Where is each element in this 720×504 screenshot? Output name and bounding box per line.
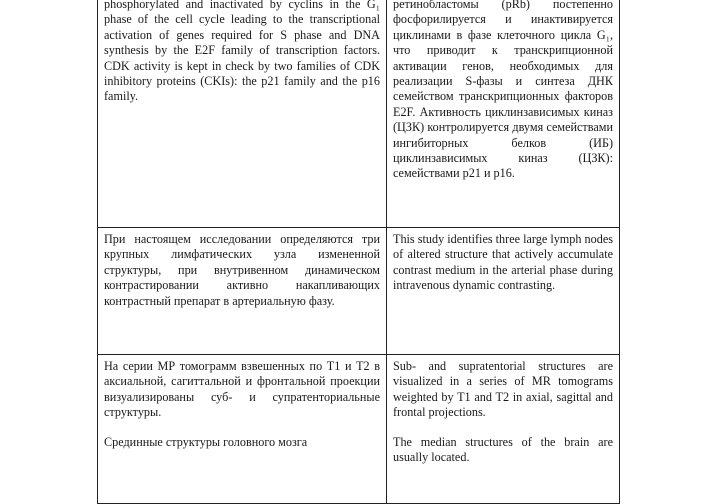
table-cell-russian: [387, 0, 620, 228]
translation-table: [97, 0, 620, 504]
cell-text: This study identifies three large lymph nodes of altered structure that actively accumulate contrast medium in the arterial phase during intravenous dynamic contrasting.: [393, 232, 613, 293]
paragraph-gap: [393, 421, 613, 435]
cell-text: При настоящем исследовании определяются три крупных лимфатических узла измененной структуры, при внутривенном динамическом контрастировании активно накапливающих контрастный препарат в артериальную фазу.: [104, 232, 380, 308]
cell-text: На серии МР томограмм взвешенных по T1 и T2 в аксиальной, сагиттальной и фронтальной проекции визуализированы суб- и супратенториальные структуры.: [104, 359, 380, 420]
table-cell-english: [98, 0, 387, 228]
cell-text: Sub- and supratentorial structures are visualized in a series of MR tomograms weighted by T1 and T2 in axial, sagittal and frontal projections.: [393, 359, 613, 420]
table-row: [98, 0, 620, 228]
cell-text: The median structures of the brain are usually located.: [393, 434, 613, 465]
cell-text: Срединные структуры головного мозга: [104, 434, 308, 449]
table-cell-russian: [98, 355, 387, 504]
table-cell-russian: [98, 228, 387, 355]
paragraph-gap: [104, 421, 380, 435]
cell-text: phosphorylated and inactivated by cyclins in the G₁ phase of the cell cycle leading to the transcriptional activation of genes required for S phase and DNA synthesis by the E2F family of transcription factors. CDK activity is kept in check by two families of CDK inhibitory proteins (CKIs): the p21 family and the p16 family.: [104, 0, 380, 104]
cell-text: ретинобластомы (pRb) постепенно фосфорилируется и инактивируется циклинами в фазе клеточного цикла G₁, что приводит к транскрипционной активации генов, необходимых для реализации S-фазы и синтеза ДНК семейством транскрипционных факторов E2F. Активность циклинзависимых киназ (ЦЗК) контролируется двумя семействами ингибиторных белков (ИБ) циклинзависимых киназ (ЦЗК): семействами p21 и p16.: [393, 0, 613, 181]
table-cell-english: [387, 228, 620, 355]
table-row: [98, 228, 620, 355]
table-row: [98, 355, 620, 504]
table-cell-english: [387, 355, 620, 504]
